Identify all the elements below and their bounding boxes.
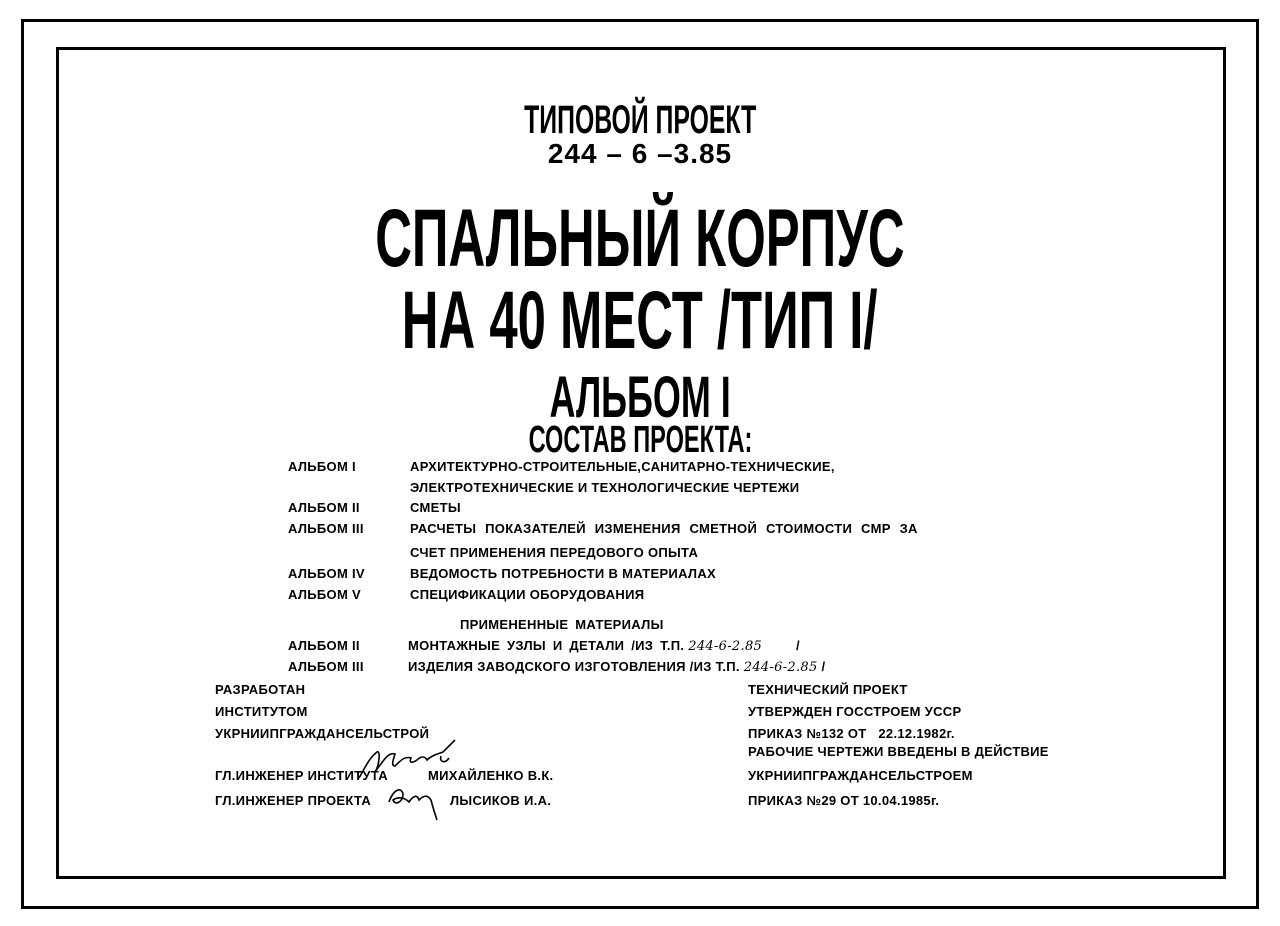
approval-line-2: УТВЕРЖДЕН ГОССТРОЕМ УССР (748, 704, 962, 719)
developer-line-1: РАЗРАБОТАН (215, 682, 306, 697)
developer-line-3: УКРНИИПГРАЖДАНСЕЛЬСТРОЙ (215, 726, 430, 741)
chief-engineer-institute-name: МИХАЙЛЕНКО В.К. (428, 768, 554, 783)
title-line-1: СПАЛЬНЫЙ КОРПУС (375, 193, 905, 284)
developer-line-2: ИНСТИТУТОМ (215, 704, 308, 719)
applied-item: ИЗДЕЛИЯ ЗАВОДСКОГО ИЗГОТОВЛЕНИЯ /ИЗ Т.П. 244-6-2.85 / (408, 659, 826, 675)
chief-engineer-project-name: ЛЫСИКОВ И.А. (450, 793, 552, 808)
approval-line-1: ТЕХНИЧЕСКИЙ ПРОЕКТ (748, 682, 908, 697)
contents-line: СМЕТЫ (410, 500, 461, 515)
album-heading: АЛЬБОМ I (549, 365, 731, 430)
contents-heading: СОСТАВ ПРОЕКТА: (528, 419, 752, 461)
contents-line: ВЕДОМОСТЬ ПОТРЕБНОСТИ В МАТЕРИАЛАХ (410, 566, 717, 581)
applied-album-label: АЛЬБОМ III (288, 659, 364, 674)
project-code: 244 – 6 –3.85 (547, 138, 733, 169)
project-type: ТИПОВОЙ ПРОЕКТ (523, 98, 757, 142)
contents-line: СПЕЦИФИКАЦИИ ОБОРУДОВАНИЯ (410, 587, 645, 602)
contents-album-label: АЛЬБОМ I (288, 459, 356, 474)
contents-line: СЧЕТ ПРИМЕНЕНИЯ ПЕРЕДОВОГО ОПЫТА (410, 545, 699, 560)
approval-line-6: ПРИКАЗ №29 ОТ 10.04.1985г. (748, 793, 940, 808)
chief-engineer-project-label: ГЛ.ИНЖЕНЕР ПРОЕКТА (215, 793, 372, 808)
contents-album-label: АЛЬБОМ II (288, 500, 360, 515)
contents-album-label: АЛЬБОМ III (288, 521, 364, 536)
applied-materials-heading: ПРИМЕНЕННЫЕ МАТЕРИАЛЫ (460, 617, 664, 632)
approval-line-3: ПРИКАЗ №132 ОТ 22.12.1982г. (748, 726, 955, 741)
signature-mikhailenko (355, 738, 465, 784)
contents-line: ЭЛЕКТРОТЕХНИЧЕСКИЕ И ТЕХНОЛОГИЧЕСКИЕ ЧЕРТЕЖИ (410, 480, 800, 495)
contents-album-label: АЛЬБОМ IV (288, 566, 365, 581)
contents-line: АРХИТЕКТУРНО-СТРОИТЕЛЬНЫЕ,САНИТАРНО-ТЕХНИЧЕСКИЕ, (410, 459, 835, 474)
title-line-2: НА 40 МЕСТ /ТИП I/ (402, 275, 878, 366)
contents-line: РАСЧЕТЫ ПОКАЗАТЕЛЕЙ ИЗМЕНЕНИЯ СМЕТНОЙ СТОИМОСТИ СМР ЗА (410, 521, 918, 536)
approval-line-4: РАБОЧИЕ ЧЕРТЕЖИ ВВЕДЕНЫ В ДЕЙСТВИЕ (748, 744, 1049, 759)
approval-line-5: УКРНИИПГРАЖДАНСЕЛЬСТРОЕМ (748, 768, 973, 783)
chief-engineer-institute-label: ГЛ.ИНЖЕНЕР ИНСТИТУТА (215, 768, 388, 783)
applied-item: МОНТАЖНЫЕ УЗЛЫ И ДЕТАЛИ /ИЗ Т.П. 244-6-2.85 / (408, 638, 800, 654)
contents-album-label: АЛЬБОМ V (288, 587, 361, 602)
signature-lysikov (385, 780, 445, 824)
applied-album-label: АЛЬБОМ II (288, 638, 360, 653)
